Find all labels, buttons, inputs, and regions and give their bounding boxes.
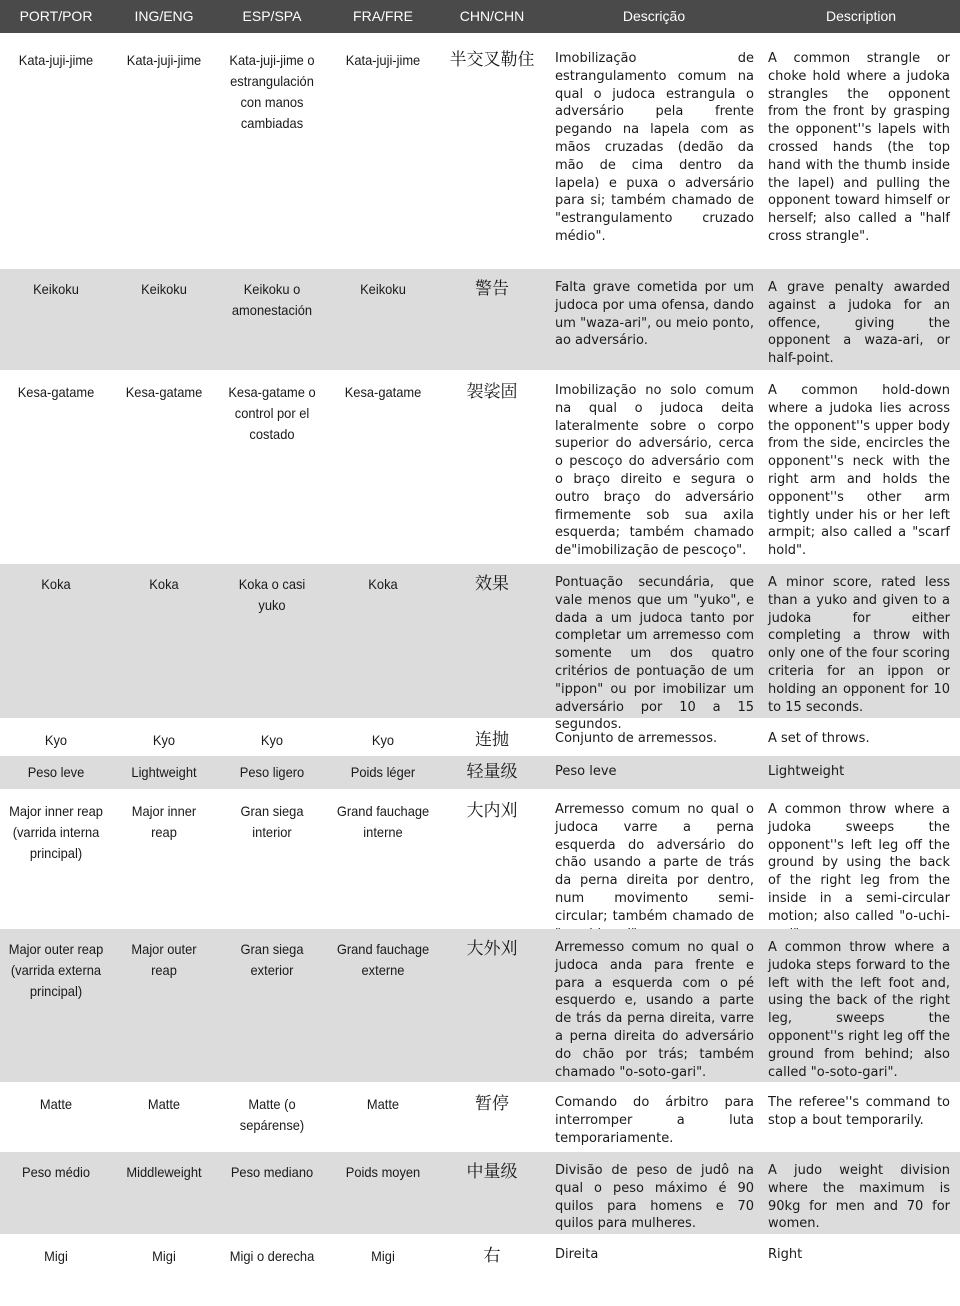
cell-english: Kata-juji-jime: [126, 52, 202, 68]
cell-french: Koka: [368, 576, 398, 592]
cell-chinese: 大外刈: [466, 939, 518, 959]
cell-spanish: Kesa-gatame o control por el costado: [228, 384, 316, 442]
cell-description-en: Right: [768, 1247, 803, 1262]
cell-french: Matte: [366, 1096, 400, 1112]
header-french: FRA/FRE: [353, 8, 413, 24]
cell-portuguese: Migi: [44, 1248, 68, 1264]
cell-portuguese: Peso leve: [27, 764, 85, 780]
cell-chinese: 连抛: [475, 730, 509, 750]
cell-spanish: Gran siega exterior: [240, 941, 304, 978]
cell-spanish: Keikoku o amonestación: [231, 281, 313, 318]
cell-chinese: 效果: [475, 574, 509, 594]
cell-french: Kyo: [371, 732, 395, 748]
cell-french: Poids moyen: [345, 1164, 421, 1180]
cell-description-pt: Divisão de peso de judô na qual o peso máximo é 90 quilos para homens e 70 quilos para mulheres.: [555, 1163, 754, 1232]
table-row: [0, 372, 960, 562]
cell-chinese: 警告: [475, 279, 509, 299]
cell-description-en: A common throw where a judoka steps forward to the left with the left foot and, using the back of the right leg, sweeps the opponent''s right leg off the ground from behind; also called "o-soto-gari".: [768, 940, 950, 1080]
cell-portuguese: Koka: [41, 576, 71, 592]
cell-description-en: The referee''s command to stop a bout temporarily.: [768, 1095, 950, 1128]
cell-spanish: Peso mediano: [230, 1164, 314, 1180]
cell-portuguese: Kesa-gatame: [17, 384, 95, 400]
cell-french: Grand fauchage interne: [336, 803, 430, 840]
cell-spanish: Kyo: [260, 732, 284, 748]
cell-spanish: Gran siega interior: [240, 803, 304, 840]
cell-chinese: 右: [483, 1246, 501, 1266]
cell-description-pt: Conjunto de arremessos.: [555, 731, 718, 746]
cell-spanish: Migi o derecha: [229, 1248, 315, 1264]
header-description-en: Description: [825, 8, 897, 24]
cell-description-pt: Peso leve: [555, 764, 617, 779]
header-spanish: ESP/SPA: [242, 8, 302, 24]
cell-description-en: A grave penalty awarded against a judoka for an offence, giving the opponent a waza-ari, or half-point.: [768, 280, 950, 367]
cell-description-pt: Arremesso comum no qual o judoca varre a perna esquerda do adversário do chão usando a parte de trás da perna direita por dentro, num movimento semi-circular; também chamado de: [555, 802, 754, 924]
cell-portuguese: Kata-juji-jime: [18, 52, 94, 68]
cell-english: Major inner reap: [131, 803, 197, 840]
cell-portuguese: Major outer reap (varrida externa principal): [8, 941, 104, 999]
header-english: ING/ENG: [134, 8, 194, 24]
cell-description-en: Lightweight: [768, 764, 845, 779]
cell-portuguese: Major inner reap (varrida interna principal): [9, 803, 103, 861]
table-row: [0, 40, 960, 267]
cell-french: Poids léger: [350, 764, 416, 780]
cell-french: Kata-juji-jime: [345, 52, 421, 68]
table-row: [0, 1236, 960, 1280]
cell-description-en: A common strangle or choke hold where a judoka strangles the opponent from the front by grasping the opponent''s lapels with crossed hands (the top hand with the thumb inside the lapel) and pulling the opponent toward himself or herself; also called a "half cross strangle".: [768, 51, 950, 244]
cell-description-en: A set of throws.: [768, 731, 870, 746]
cell-english: Kyo: [152, 732, 176, 748]
table-row: [0, 929, 960, 1082]
table-row: [0, 791, 960, 927]
cell-chinese: 中量级: [466, 1162, 518, 1182]
cell-portuguese: Keikoku: [33, 281, 79, 297]
table-row: [0, 269, 960, 370]
header-chinese: CHN/CHN: [459, 8, 525, 24]
cell-description-pt: Comando do árbitro para interromper a luta temporariamente.: [555, 1095, 754, 1146]
cell-portuguese: Peso médio: [21, 1164, 91, 1180]
cell-french: Keikoku: [360, 281, 406, 297]
cell-french: Kesa-gatame: [344, 384, 422, 400]
header-portuguese: PORT/POR: [19, 8, 93, 24]
cell-description-pt: Imobilização no solo comum na qual o judoca deita lateralmente sobre o corpo superior do adversário, cerca o pescoço do adversário com o braço direito e segura o outro braço do adversário firmemente sob sua axila esquerda; também chamado de"imobilização de pescoço".: [555, 383, 754, 559]
cell-english: Matte: [147, 1096, 181, 1112]
cell-portuguese: Kyo: [44, 732, 68, 748]
cell-french: Migi: [371, 1248, 395, 1264]
table-row: [0, 756, 960, 789]
cell-description-pt: Falta grave cometida por um judoca por uma ofensa, dando um "waza-ari", ou meio ponto, ao adversário.: [555, 280, 754, 349]
table-row: [0, 1152, 960, 1234]
cell-spanish: Matte (o sepárense): [239, 1096, 305, 1133]
cell-english: Middleweight: [126, 1164, 202, 1180]
cell-chinese: 轻量级: [466, 762, 518, 782]
cell-english: Major outer reap: [131, 941, 197, 978]
cell-english: Koka: [149, 576, 179, 592]
table-row: [0, 720, 960, 754]
cell-description-en: A common hold-down where a judoka lies across the opponent''s upper body from the side, encircles the opponent''s neck with the right arm and holds the opponent''s other arm tightly under his or her left armpit; also called a "scarf hold".: [768, 383, 950, 559]
table-row: [0, 1084, 960, 1150]
cell-french: Grand fauchage externe: [336, 941, 430, 978]
cell-english: Lightweight: [131, 764, 197, 780]
cell-chinese: 袈裟固: [466, 382, 518, 402]
cell-english: Keikoku: [141, 281, 187, 297]
cell-chinese: 半交叉勒住: [449, 50, 535, 70]
cell-portuguese: Matte: [39, 1096, 73, 1112]
cell-spanish: Kata-juji-jime o estrangulación con manos cambiadas: [229, 52, 315, 131]
cell-description-en: A common throw where a judoka sweeps the opponent''s left leg off the ground by using the back of the right leg from the inside in a semi-circular motion; also called "o-uchi-: [768, 802, 950, 924]
cell-english: Migi: [152, 1248, 176, 1264]
cell-spanish: Peso ligero: [239, 764, 305, 780]
table-header: [0, 0, 960, 33]
cell-spanish: Koka o casi yuko: [238, 576, 306, 613]
cell-chinese: 大内刈: [466, 801, 518, 821]
cell-description-pt: Direita: [555, 1247, 599, 1262]
cell-english: Kesa-gatame: [125, 384, 203, 400]
cell-description-pt: Imobilização de estrangulamento comum na qual o judoca estrangula o adversário pela frente pegando na lapela com as mãos cruzadas (dedão da mão de cima dentro da lapela) e puxa o adversário para si; também chamado de "estrangulamento cruzado médio".: [555, 51, 754, 244]
cell-description-en: A minor score, rated less than a yuko and given to a judoka for either completing a throw with only one of the four scoring criteria for an ippon or holding an opponent for 10 to 15 seconds.: [768, 575, 950, 715]
cell-description-en: A judo weight division where the maximum is 90kg for men and 70 for women.: [768, 1163, 950, 1232]
header-description-pt: Descrição: [622, 8, 686, 24]
table-row: [0, 564, 960, 733]
cell-chinese: 暂停: [475, 1094, 509, 1114]
cell-description-pt: Pontuação secundária, que vale menos que um "yuko", e dada a um judoca tanto por completar um arremesso com somente um dos quatro critérios de pontuação de um "ippon" ou por imobilizar um adversário por 10 a 15 segundos.: [555, 575, 754, 733]
cell-description-pt: Arremesso comum no qual o judoca anda para frente e para a esquerda com o pé esquerdo e, usando a parte de trás da perna direita, varre a perna direita do adversário do chão por trás; também chamado "o-soto-gari".: [555, 940, 754, 1080]
